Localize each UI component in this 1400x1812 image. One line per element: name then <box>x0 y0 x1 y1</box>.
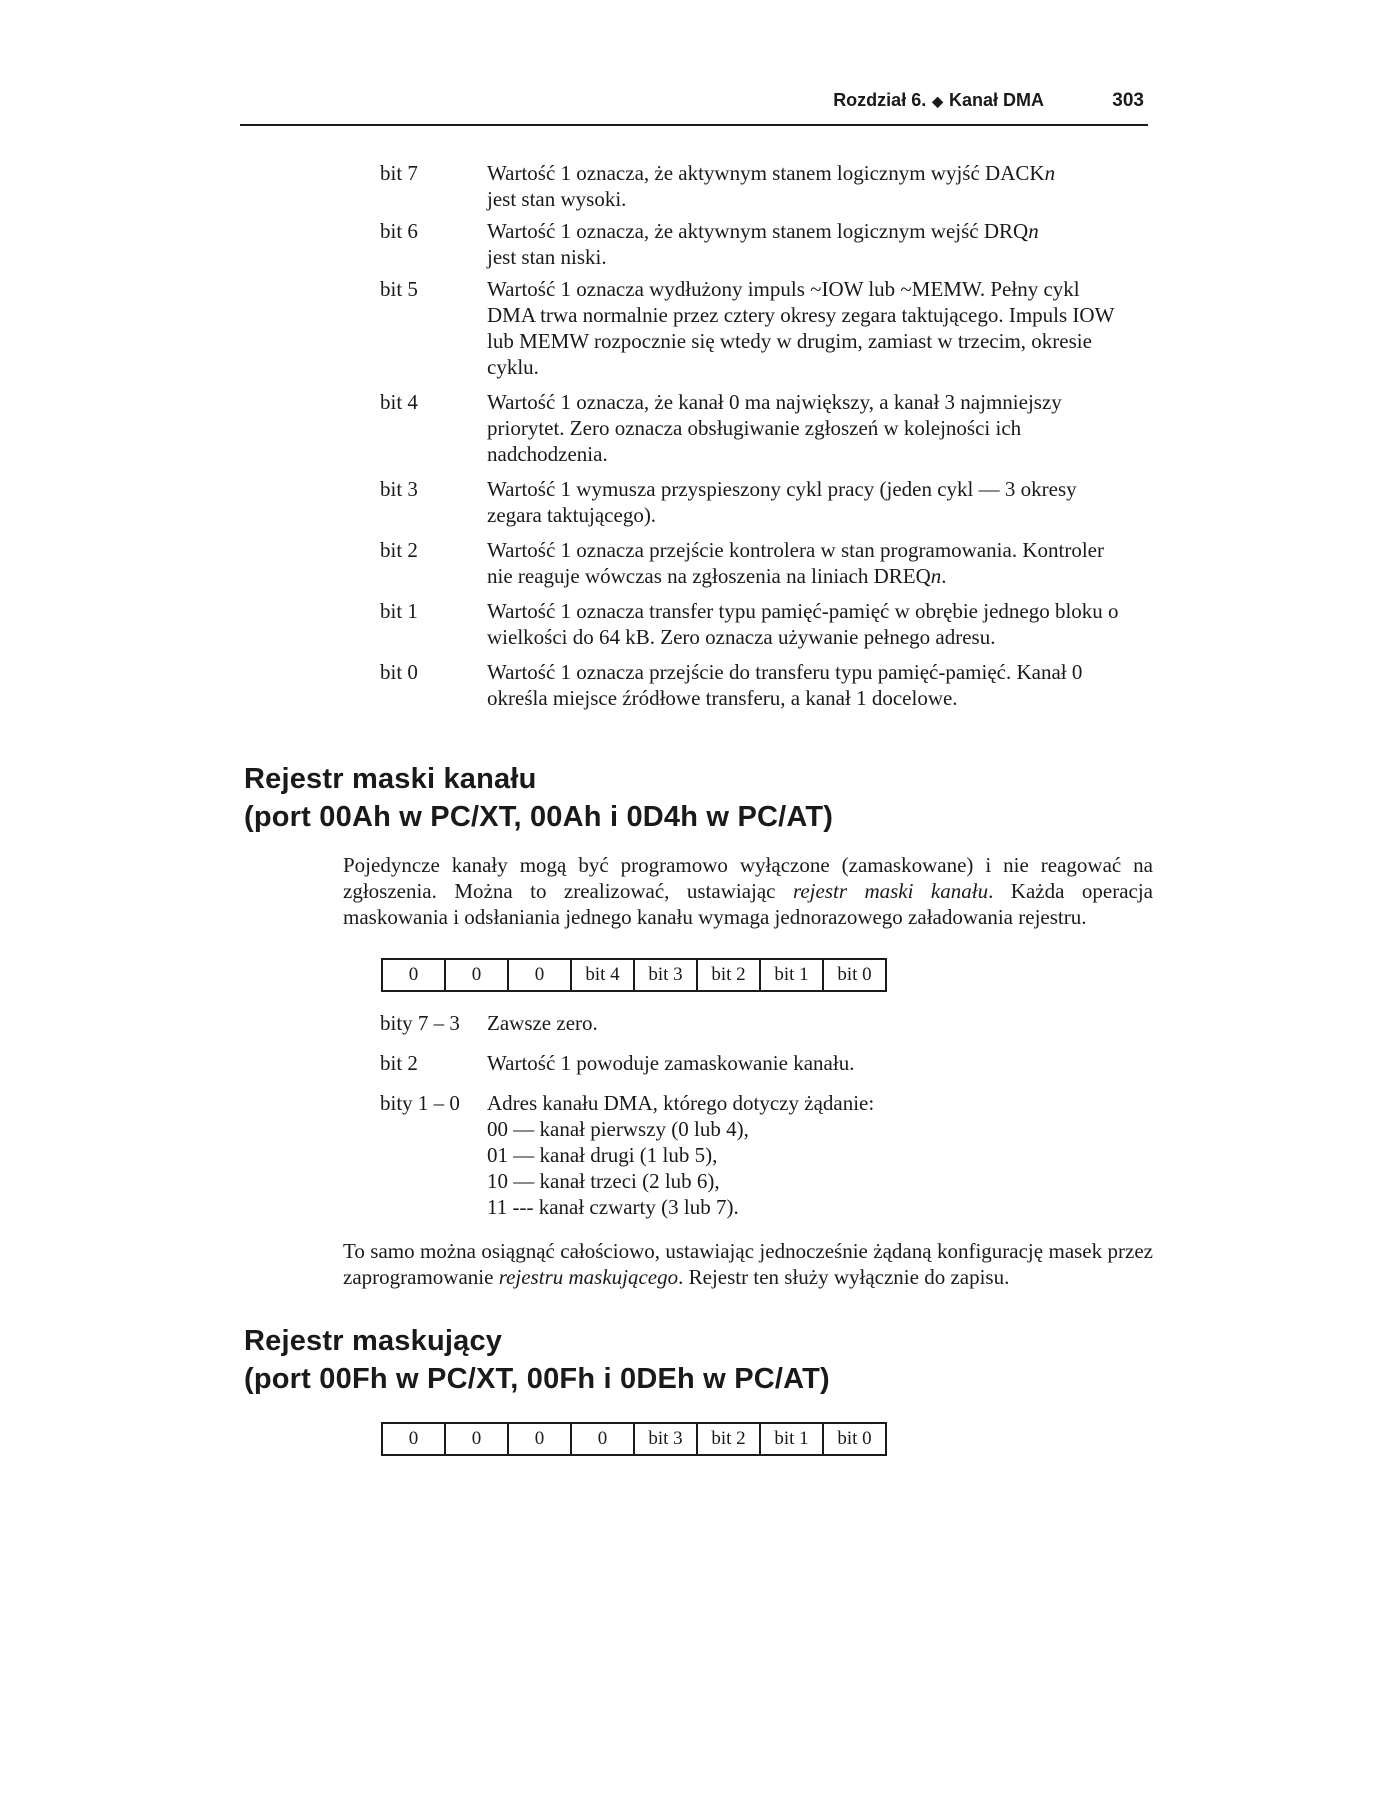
def-term: bit 2 <box>380 538 418 562</box>
def-term: bity 7 – 3 <box>380 1011 460 1035</box>
bit-cell: 0 <box>445 1423 508 1455</box>
section1-paragraph: Pojedyncze kanały mogą być programowo wyłączone (zamaskowane) i nie reagować na zgłoszenia. Można to zrealizować, ustawiając rejestr maski kanału. Każda operacja maskowania i odsłaniania jednego kanału wymaga jednorazowego załadowania rejestru. <box>343 853 1153 929</box>
def-desc: Wartość 1 wymusza przyspieszony cykl pracy (jeden cykl — 3 okresy zegara taktującego). <box>487 477 1077 527</box>
heading-line: Rejestr maskujący <box>244 1325 503 1357</box>
mask-register-bit-table <box>381 1422 887 1456</box>
bit-cell: bit 2 <box>697 959 760 991</box>
def-bit-2-mask <box>380 1050 1120 1076</box>
def-desc: Wartość 1 oznacza przejście do transferu typu pamięć-pamięć. Kanał 0 określa miejsce źródłowe transferu, a kanał 1 docelowe. <box>487 660 1083 710</box>
def-desc: Wartość 1 oznacza przejście kontrolera w stan programowania. Kontroler nie reaguje wówczas na zgłoszenia na liniach DREQn. <box>487 538 1104 588</box>
chapter-label: Rozdział 6. ◆ Kanał DMA <box>833 90 1044 110</box>
def-term: bit 0 <box>380 660 418 684</box>
page-number: 303 <box>1112 90 1144 111</box>
def-term: bit 7 <box>380 161 418 185</box>
def-desc: Wartość 1 oznacza wydłużony impuls ~IOW lub ~MEMW. Pełny cykl DMA trwa normalnie przez cztery okresy zegara taktującego. Impuls IOW lub MEMW rozpocznie się wtedy w drugim, zamiast w trzecim, okresie cyklu. <box>487 277 1115 379</box>
table-row <box>382 1423 886 1455</box>
heading-line: (port 00Fh w PC/XT, 00Fh i 0DEh w PC/AT) <box>244 1363 830 1395</box>
def-bit-0 <box>380 659 1120 711</box>
def-bit-2 <box>380 537 1120 589</box>
def-desc: Wartość 1 powoduje zamaskowanie kanału. <box>487 1051 855 1075</box>
bit-cell: bit 3 <box>634 959 697 991</box>
channel-mask-definitions <box>380 1010 1120 1220</box>
diamond-icon: ◆ <box>932 93 943 109</box>
bit-cell: bit 0 <box>823 959 886 991</box>
def-term: bit 6 <box>380 219 418 243</box>
def-line: Adres kanału DMA, którego dotyczy żądanie: <box>487 1091 875 1115</box>
def-bits-1-0 <box>380 1090 1120 1220</box>
bit-cell: bit 2 <box>697 1423 760 1455</box>
bit-cell: 0 <box>508 1423 571 1455</box>
def-term: bit 3 <box>380 477 418 501</box>
def-term: bit 5 <box>380 277 418 301</box>
def-line: 00 — kanał pierwszy (0 lub 4), <box>487 1117 749 1141</box>
def-bit-1 <box>380 598 1120 650</box>
def-bit-5 <box>380 276 1120 380</box>
def-line: 01 — kanał drugi (1 lub 5), <box>487 1143 718 1167</box>
def-term: bity 1 – 0 <box>380 1091 460 1115</box>
bit-cell: 0 <box>382 1423 445 1455</box>
def-bit-7 <box>380 160 1120 212</box>
def-desc: Wartość 1 oznacza, że aktywnym stanem logicznym wejść DRQn jest stan niski. <box>487 219 1039 269</box>
bit-cell: bit 0 <box>823 1423 886 1455</box>
section-heading-mask-register <box>244 1322 1164 1398</box>
bit-cell: bit 3 <box>634 1423 697 1455</box>
def-bit-3 <box>380 476 1120 528</box>
bit-descriptions-top <box>380 160 1120 711</box>
bit-cell: 0 <box>571 1423 634 1455</box>
bit-cell: 0 <box>508 959 571 991</box>
bit-cell: 0 <box>445 959 508 991</box>
def-term: bit 1 <box>380 599 418 623</box>
section1-paragraph-2: To samo można osiągnąć całościowo, ustawiając jednocześnie żądaną konfigurację masek przez zaprogramowanie rejestru maskującego. Rejestr ten służy wyłącznie do zapisu. <box>343 1239 1153 1289</box>
running-header <box>240 88 1148 126</box>
def-line: 11 --- kanał czwarty (3 lub 7). <box>487 1195 739 1219</box>
heading-line: Rejestr maski kanału <box>244 763 537 795</box>
def-term: bit 4 <box>380 390 418 414</box>
def-desc: Wartość 1 oznacza, że aktywnym stanem logicznym wyjść DACKn jest stan wysoki. <box>487 161 1056 211</box>
def-line: 10 — kanał trzeci (2 lub 6), <box>487 1169 720 1193</box>
bit-cell: 0 <box>382 959 445 991</box>
bit-cell: bit 4 <box>571 959 634 991</box>
def-desc: Wartość 1 oznacza transfer typu pamięć-pamięć w obrębie jednego bloku o wielkości do 64 kB. Zero oznacza używanie pełnego adresu. <box>487 599 1119 649</box>
table-row <box>382 959 886 991</box>
channel-mask-bit-table <box>381 958 887 992</box>
def-desc: Wartość 1 oznacza, że kanał 0 ma największy, a kanał 3 najmniejszy priorytet. Zero oznacza obsługiwanie zgłoszeń w kolejności ich nadchodzenia. <box>487 390 1062 466</box>
bit-cell: bit 1 <box>760 1423 823 1455</box>
def-bits-7-3 <box>380 1010 1120 1036</box>
bit-cell: bit 1 <box>760 959 823 991</box>
def-term: bit 2 <box>380 1051 418 1075</box>
def-desc <box>487 1090 1120 1220</box>
section-heading-channel-mask <box>244 760 1164 836</box>
heading-line: (port 00Ah w PC/XT, 00Ah i 0D4h w PC/AT) <box>244 801 834 833</box>
def-bit-4 <box>380 389 1120 467</box>
def-desc: Zawsze zero. <box>487 1011 598 1035</box>
def-bit-6 <box>380 218 1120 270</box>
